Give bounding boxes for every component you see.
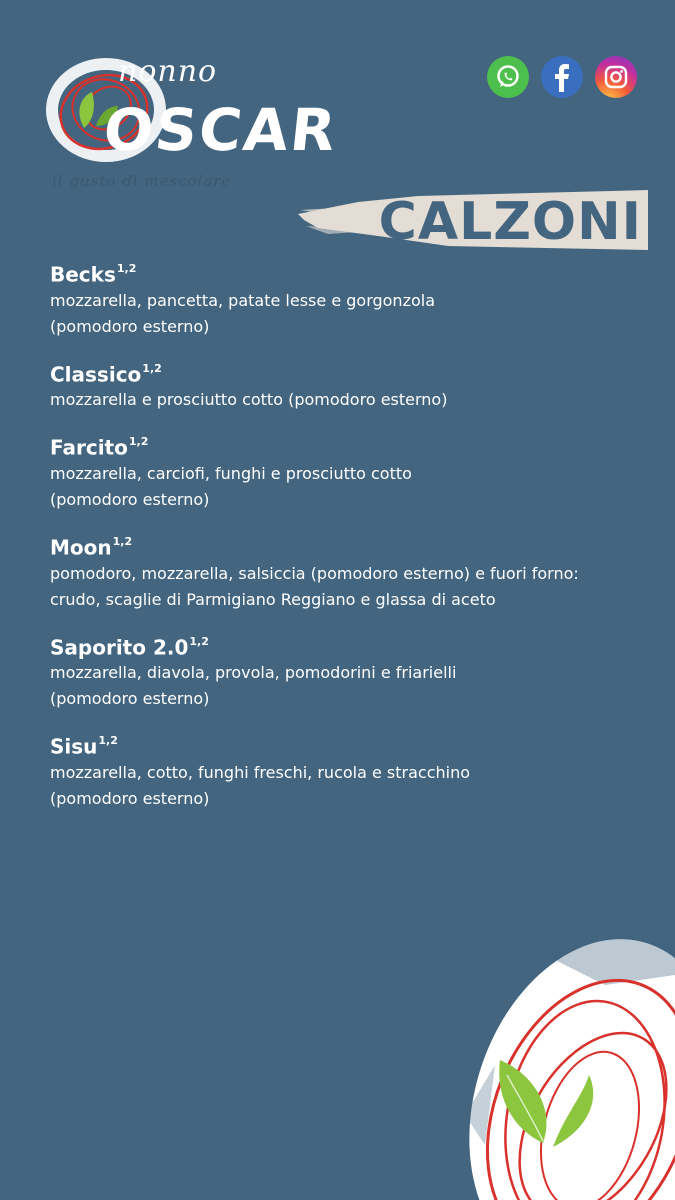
item-description: mozzarella, carciofi, funghi e prosciutto cotto (pomodoro esterno) bbox=[50, 463, 412, 509]
facebook-button[interactable] bbox=[541, 56, 583, 98]
logo-nonno-text: nonno bbox=[118, 54, 218, 89]
instagram-icon bbox=[603, 64, 629, 90]
allergen-marker: 1,2 bbox=[98, 734, 118, 748]
allergen-marker: 1,2 bbox=[112, 534, 133, 548]
allergen-marker: 1,2 bbox=[128, 435, 149, 449]
item-name: Saporito 2.0$^{1,2}$ bbox=[50, 634, 209, 660]
whatsapp-button[interactable] bbox=[487, 56, 529, 98]
corner-decoration bbox=[425, 915, 675, 1200]
whatsapp-icon bbox=[494, 63, 522, 91]
item-description: pomodoro, mozzarella, salsiccia (pomodoro esterno) e fuori forno: crudo, scaglie di Parmigiano Reggiano e glassa di aceto bbox=[50, 563, 579, 609]
menu-item bbox=[50, 631, 640, 713]
item-name: Becks$^{1,2}$ bbox=[50, 262, 137, 287]
item-name: Classico$^{1,2}$ bbox=[50, 361, 162, 387]
item-description: mozzarella e prosciutto cotto (pomodoro esterno) bbox=[50, 390, 448, 410]
allergen-marker: 1,2 bbox=[142, 361, 162, 375]
allergen-marker: 1,2 bbox=[189, 634, 209, 648]
menu-item bbox=[50, 730, 640, 812]
social-links bbox=[487, 56, 637, 98]
section-header bbox=[298, 186, 648, 256]
item-name: Sisu$^{1,2}$ bbox=[50, 734, 118, 759]
item-description: mozzarella, cotto, funghi freschi, rucola e stracchino (pomodoro esterno) bbox=[50, 762, 471, 808]
instagram-button[interactable] bbox=[595, 56, 637, 98]
menu-item bbox=[50, 258, 640, 340]
item-description: mozzarella, diavola, provola, pomodorini e friarielli (pomodoro esterno) bbox=[50, 663, 457, 709]
menu-item bbox=[50, 431, 640, 513]
logo-oscar-text: OSCAR bbox=[100, 96, 341, 164]
allergen-marker: 1,2 bbox=[116, 262, 137, 275]
item-name: Moon$^{1,2}$ bbox=[50, 534, 133, 560]
logo-tagline: il gusto di mescolare bbox=[52, 172, 232, 190]
section-title: CALZONI bbox=[378, 192, 642, 252]
item-description: mozzarella, pancetta, patate lesse e gorgonzola (pomodoro esterno) bbox=[50, 290, 436, 336]
item-name: Farcito$^{1,2}$ bbox=[50, 435, 149, 460]
swirl-leaf-icon bbox=[425, 915, 675, 1200]
facebook-icon bbox=[549, 62, 575, 92]
menu-list bbox=[50, 258, 640, 830]
menu-item bbox=[50, 358, 640, 414]
brand-logo bbox=[44, 48, 341, 198]
menu-item bbox=[50, 531, 640, 613]
leaf-icon bbox=[79, 92, 94, 128]
